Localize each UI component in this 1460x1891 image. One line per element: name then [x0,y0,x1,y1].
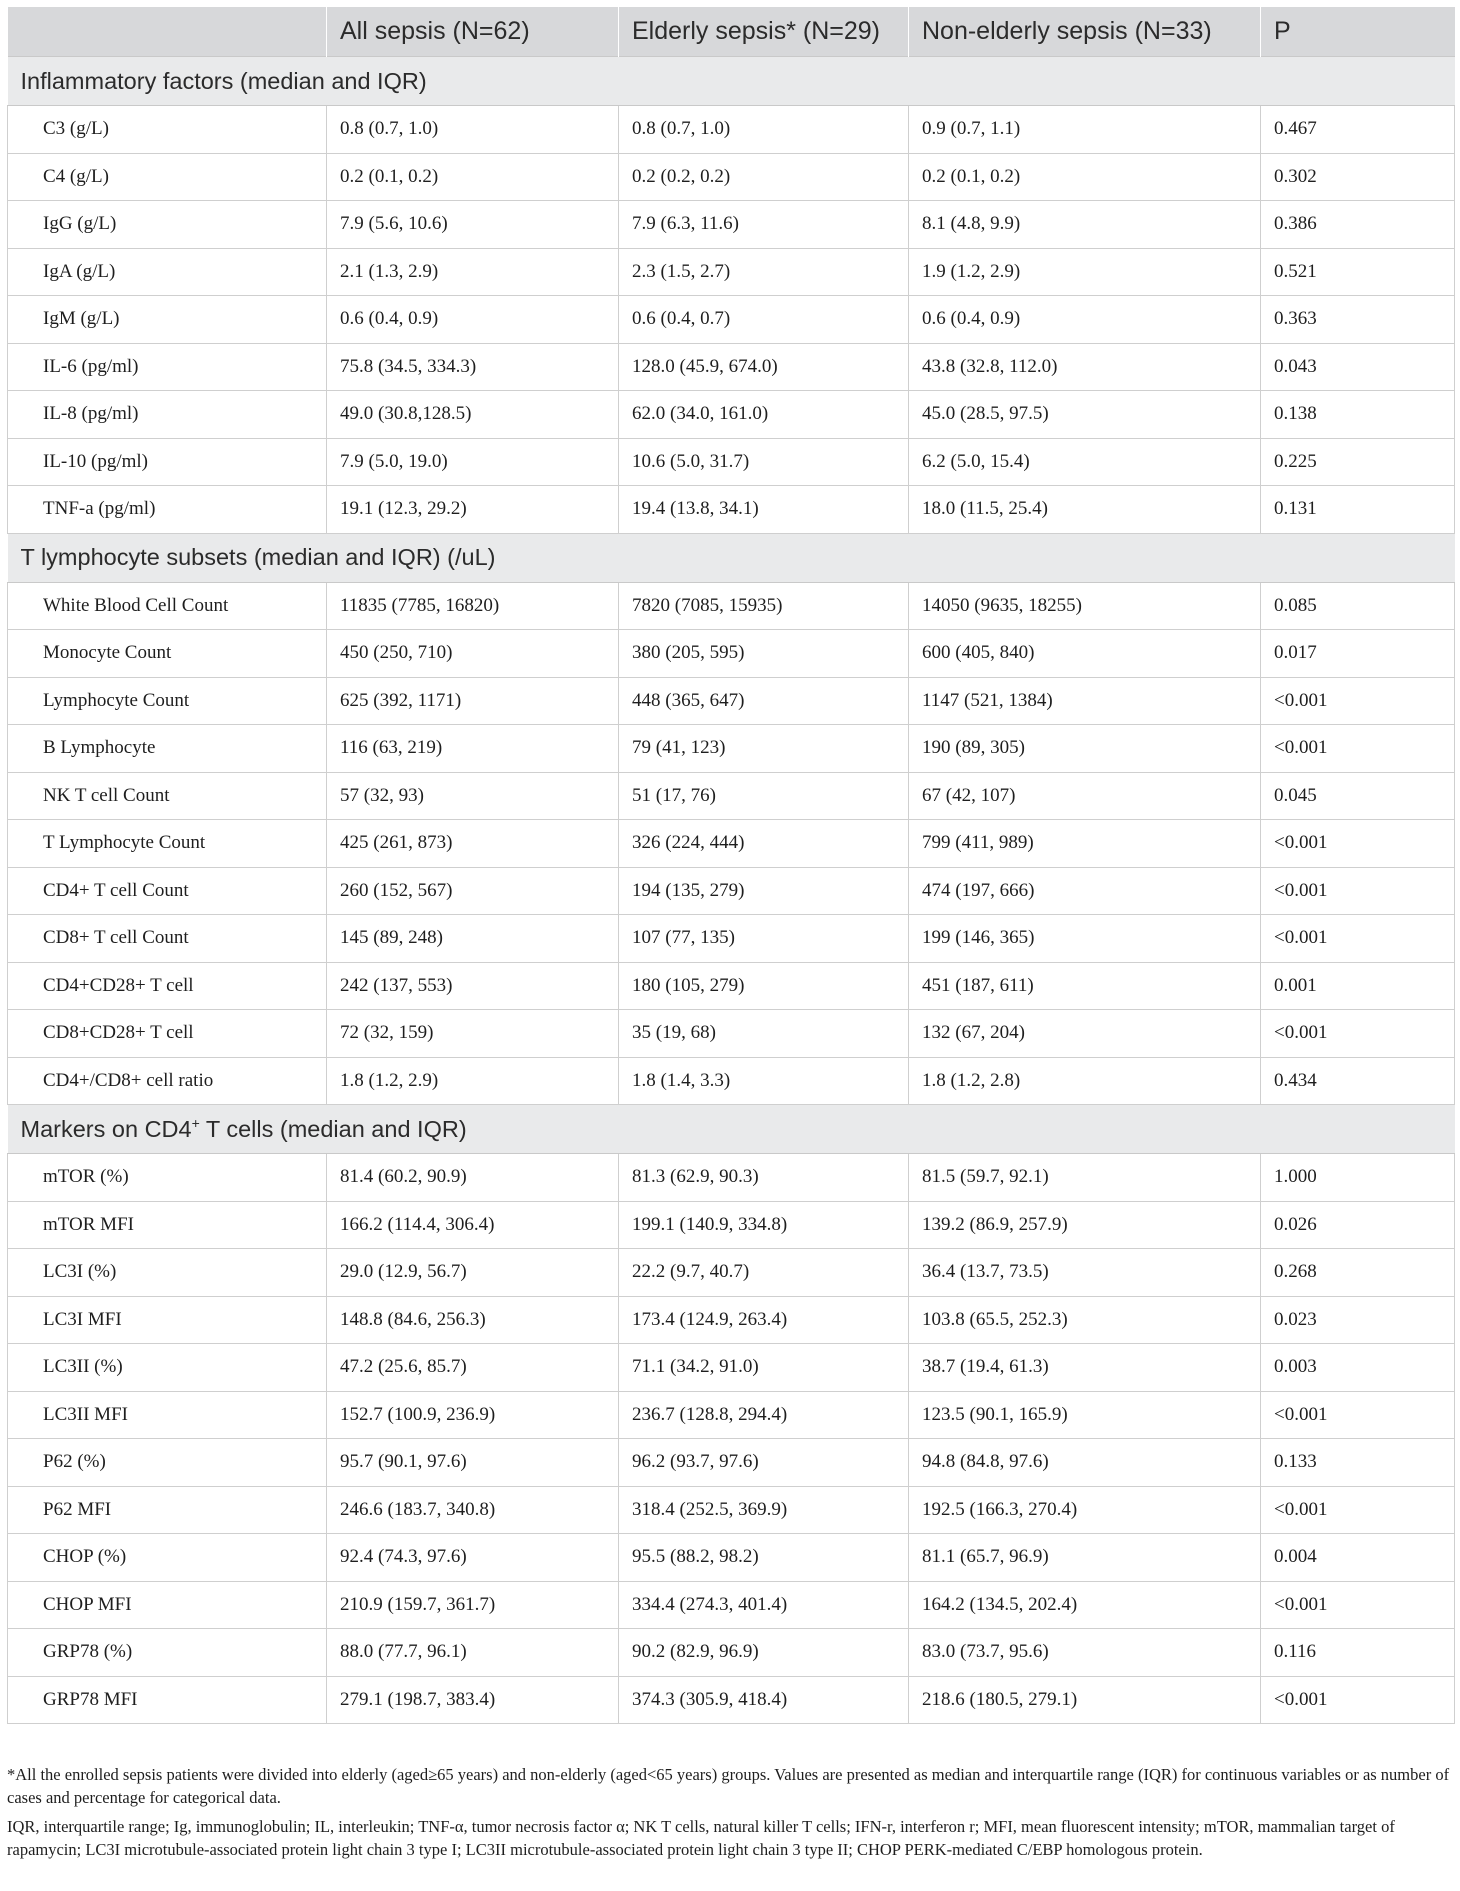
elderly-sepsis-value: 7820 (7085, 15935) [619,582,909,630]
p-value: 0.023 [1261,1296,1455,1344]
table-row [8,772,1455,820]
table-row [8,820,1455,868]
table-container [7,7,1454,1724]
section-header-row [8,533,1455,582]
row-label: CD4+ T cell Count [8,867,327,915]
elderly-sepsis-value: 90.2 (82.9, 96.9) [619,1629,909,1677]
non-elderly-sepsis-value: 81.1 (65.7, 96.9) [909,1534,1261,1582]
table-row [8,153,1455,201]
elderly-sepsis-value: 71.1 (34.2, 91.0) [619,1344,909,1392]
p-value: 0.003 [1261,1344,1455,1392]
table-row [8,106,1455,154]
row-label: B Lymphocyte [8,725,327,773]
p-value: 0.001 [1261,962,1455,1010]
elderly-sepsis-value: 0.2 (0.2, 0.2) [619,153,909,201]
section-header-row [8,1105,1455,1154]
row-label: LC3II (%) [8,1344,327,1392]
row-label: C3 (g/L) [8,106,327,154]
elderly-sepsis-value: 51 (17, 76) [619,772,909,820]
elderly-sepsis-value: 318.4 (252.5, 369.9) [619,1486,909,1534]
elderly-sepsis-value: 326 (224, 444) [619,820,909,868]
table-row [8,201,1455,249]
row-label: NK T cell Count [8,772,327,820]
p-value: 0.026 [1261,1201,1455,1249]
all-sepsis-value: 279.1 (198.7, 383.4) [327,1676,619,1724]
elderly-sepsis-value: 173.4 (124.9, 263.4) [619,1296,909,1344]
elderly-sepsis-value: 0.8 (0.7, 1.0) [619,106,909,154]
table-header [8,7,1455,57]
p-value: <0.001 [1261,1486,1455,1534]
header-elderly-sepsis: Elderly sepsis* (N=29) [619,7,909,57]
elderly-sepsis-value: 128.0 (45.9, 674.0) [619,343,909,391]
p-value: 0.004 [1261,1534,1455,1582]
all-sepsis-value: 0.8 (0.7, 1.0) [327,106,619,154]
row-label: CD4+CD28+ T cell [8,962,327,1010]
table-row [8,391,1455,439]
all-sepsis-value: 148.8 (84.6, 256.3) [327,1296,619,1344]
non-elderly-sepsis-value: 164.2 (134.5, 202.4) [909,1581,1261,1629]
non-elderly-sepsis-value: 218.6 (180.5, 279.1) [909,1676,1261,1724]
table-row [8,1534,1455,1582]
elderly-sepsis-value: 19.4 (13.8, 34.1) [619,486,909,534]
table-row [8,1439,1455,1487]
p-value: 0.521 [1261,248,1455,296]
p-value: 0.363 [1261,296,1455,344]
non-elderly-sepsis-value: 0.6 (0.4, 0.9) [909,296,1261,344]
all-sepsis-value: 7.9 (5.6, 10.6) [327,201,619,249]
all-sepsis-value: 0.2 (0.1, 0.2) [327,153,619,201]
p-value: 0.043 [1261,343,1455,391]
all-sepsis-value: 260 (152, 567) [327,867,619,915]
p-value: 0.116 [1261,1629,1455,1677]
non-elderly-sepsis-value: 0.9 (0.7, 1.1) [909,106,1261,154]
row-label: Monocyte Count [8,630,327,678]
p-value: 0.268 [1261,1249,1455,1297]
row-label: GRP78 MFI [8,1676,327,1724]
all-sepsis-value: 625 (392, 1171) [327,677,619,725]
non-elderly-sepsis-value: 0.2 (0.1, 0.2) [909,153,1261,201]
all-sepsis-value: 0.6 (0.4, 0.9) [327,296,619,344]
row-label: CD8+ T cell Count [8,915,327,963]
row-label: CHOP MFI [8,1581,327,1629]
all-sepsis-value: 57 (32, 93) [327,772,619,820]
results-table [7,7,1455,1724]
row-label: CD8+CD28+ T cell [8,1010,327,1058]
non-elderly-sepsis-value: 1.8 (1.2, 2.8) [909,1057,1261,1105]
non-elderly-sepsis-value: 8.1 (4.8, 9.9) [909,201,1261,249]
all-sepsis-value: 92.4 (74.3, 97.6) [327,1534,619,1582]
table-row [8,1629,1455,1677]
table-row [8,1057,1455,1105]
row-label: T Lymphocyte Count [8,820,327,868]
row-label: IL-6 (pg/ml) [8,343,327,391]
table-body [8,57,1455,1724]
row-label: LC3I MFI [8,1296,327,1344]
footnote-abbreviations: IQR, interquartile range; Ig, immunoglobulin; IL, interleukin; TNF-α, tumor necrosis factor α; NK T cells, natural killer T cells; IFN-r, interferon r; MFI, mean fluorescent intensity; mTOR, mammalian target of rapamycin; LC3I microtubule-associated protein light chain 3 type I; LC3II microtubule-associated protein light chain 3 type II; CHOP PERK-mediated C/EBP homologous protein. [7,1817,1395,1859]
all-sepsis-value: 116 (63, 219) [327,725,619,773]
elderly-sepsis-value: 374.3 (305.9, 418.4) [619,1676,909,1724]
elderly-sepsis-value: 199.1 (140.9, 334.8) [619,1201,909,1249]
non-elderly-sepsis-value: 132 (67, 204) [909,1010,1261,1058]
row-label: P62 MFI [8,1486,327,1534]
all-sepsis-value: 152.7 (100.9, 236.9) [327,1391,619,1439]
elderly-sepsis-value: 1.8 (1.4, 3.3) [619,1057,909,1105]
section-title: Inflammatory factors (median and IQR) [8,57,1455,106]
p-value: 0.131 [1261,486,1455,534]
elderly-sepsis-value: 10.6 (5.0, 31.7) [619,438,909,486]
row-label: LC3I (%) [8,1249,327,1297]
row-label: C4 (g/L) [8,153,327,201]
non-elderly-sepsis-value: 103.8 (65.5, 252.3) [909,1296,1261,1344]
p-value: 0.085 [1261,582,1455,630]
elderly-sepsis-value: 96.2 (93.7, 97.6) [619,1439,909,1487]
table-row [8,1249,1455,1297]
all-sepsis-value: 210.9 (159.7, 361.7) [327,1581,619,1629]
non-elderly-sepsis-value: 451 (187, 611) [909,962,1261,1010]
non-elderly-sepsis-value: 799 (411, 989) [909,820,1261,868]
non-elderly-sepsis-value: 600 (405, 840) [909,630,1261,678]
row-label: IgA (g/L) [8,248,327,296]
non-elderly-sepsis-value: 139.2 (86.9, 257.9) [909,1201,1261,1249]
row-label: mTOR MFI [8,1201,327,1249]
all-sepsis-value: 88.0 (77.7, 96.1) [327,1629,619,1677]
row-label: IgM (g/L) [8,296,327,344]
row-label: White Blood Cell Count [8,582,327,630]
p-value: <0.001 [1261,867,1455,915]
elderly-sepsis-value: 334.4 (274.3, 401.4) [619,1581,909,1629]
p-value: <0.001 [1261,1010,1455,1058]
elderly-sepsis-value: 22.2 (9.7, 40.7) [619,1249,909,1297]
elderly-sepsis-value: 35 (19, 68) [619,1010,909,1058]
non-elderly-sepsis-value: 67 (42, 107) [909,772,1261,820]
non-elderly-sepsis-value: 18.0 (11.5, 25.4) [909,486,1261,534]
table-row [8,582,1455,630]
table-row [8,296,1455,344]
table-row [8,438,1455,486]
table-row [8,915,1455,963]
non-elderly-sepsis-value: 14050 (9635, 18255) [909,582,1261,630]
p-value: 0.434 [1261,1057,1455,1105]
all-sepsis-value: 47.2 (25.6, 85.7) [327,1344,619,1392]
all-sepsis-value: 7.9 (5.0, 19.0) [327,438,619,486]
all-sepsis-value: 166.2 (114.4, 306.4) [327,1201,619,1249]
non-elderly-sepsis-value: 94.8 (84.8, 97.6) [909,1439,1261,1487]
table-row [8,1676,1455,1724]
header-all-sepsis: All sepsis (N=62) [327,7,619,57]
elderly-sepsis-value: 62.0 (34.0, 161.0) [619,391,909,439]
table-row [8,248,1455,296]
section-title-sup: + [191,1114,200,1131]
elderly-sepsis-value: 0.6 (0.4, 0.7) [619,296,909,344]
elderly-sepsis-value: 95.5 (88.2, 98.2) [619,1534,909,1582]
row-label: IL-8 (pg/ml) [8,391,327,439]
table-row [8,1010,1455,1058]
header-p-value: P [1261,7,1455,57]
row-label: GRP78 (%) [8,1629,327,1677]
non-elderly-sepsis-value: 192.5 (166.3, 270.4) [909,1486,1261,1534]
non-elderly-sepsis-value: 1147 (521, 1384) [909,677,1261,725]
p-value: <0.001 [1261,1391,1455,1439]
elderly-sepsis-value: 180 (105, 279) [619,962,909,1010]
header-blank [8,7,327,57]
elderly-sepsis-value: 236.7 (128.8, 294.4) [619,1391,909,1439]
table-row [8,1296,1455,1344]
table-row [8,630,1455,678]
table-row [8,486,1455,534]
non-elderly-sepsis-value: 474 (197, 666) [909,867,1261,915]
row-label: CHOP (%) [8,1534,327,1582]
p-value: 0.017 [1261,630,1455,678]
non-elderly-sepsis-value: 36.4 (13.7, 73.5) [909,1249,1261,1297]
all-sepsis-value: 95.7 (90.1, 97.6) [327,1439,619,1487]
p-value: <0.001 [1261,820,1455,868]
row-label: mTOR (%) [8,1154,327,1202]
elderly-sepsis-value: 107 (77, 135) [619,915,909,963]
p-value: <0.001 [1261,725,1455,773]
p-value: 0.133 [1261,1439,1455,1487]
non-elderly-sepsis-value: 190 (89, 305) [909,725,1261,773]
p-value: 0.138 [1261,391,1455,439]
elderly-sepsis-value: 79 (41, 123) [619,725,909,773]
all-sepsis-value: 75.8 (34.5, 334.3) [327,343,619,391]
non-elderly-sepsis-value: 123.5 (90.1, 165.9) [909,1391,1261,1439]
p-value: 0.302 [1261,153,1455,201]
all-sepsis-value: 450 (250, 710) [327,630,619,678]
footnote-groups: *All the enrolled sepsis patients were divided into elderly (aged≥65 years) and non-elderly (aged<65 years) groups. Values are presented as median and interquartile range (IQR) for continuous variables or as number of cases and percentage for categorical data. [7,1765,1450,1807]
row-label: P62 (%) [8,1439,327,1487]
non-elderly-sepsis-value: 38.7 (19.4, 61.3) [909,1344,1261,1392]
elderly-sepsis-value: 448 (365, 647) [619,677,909,725]
all-sepsis-value: 11835 (7785, 16820) [327,582,619,630]
all-sepsis-value: 2.1 (1.3, 2.9) [327,248,619,296]
non-elderly-sepsis-value: 83.0 (73.7, 95.6) [909,1629,1261,1677]
header-non-elderly-sepsis: Non-elderly sepsis (N=33) [909,7,1261,57]
table-row [8,1344,1455,1392]
row-label: LC3II MFI [8,1391,327,1439]
p-value: <0.001 [1261,915,1455,963]
p-value: 0.386 [1261,201,1455,249]
p-value: 0.045 [1261,772,1455,820]
table-row [8,1581,1455,1629]
table-row [8,962,1455,1010]
non-elderly-sepsis-value: 81.5 (59.7, 92.1) [909,1154,1261,1202]
table-row [8,1486,1455,1534]
p-value: 0.225 [1261,438,1455,486]
non-elderly-sepsis-value: 45.0 (28.5, 97.5) [909,391,1261,439]
table-row [8,1201,1455,1249]
header-row [8,7,1455,57]
section-title-pre: Markers on CD4 [20,1115,192,1142]
p-value: 0.467 [1261,106,1455,154]
row-label: TNF-a (pg/ml) [8,486,327,534]
non-elderly-sepsis-value: 6.2 (5.0, 15.4) [909,438,1261,486]
table-row [8,867,1455,915]
all-sepsis-value: 246.6 (183.7, 340.8) [327,1486,619,1534]
p-value: <0.001 [1261,1676,1455,1724]
non-elderly-sepsis-value: 199 (146, 365) [909,915,1261,963]
p-value: 1.000 [1261,1154,1455,1202]
all-sepsis-value: 81.4 (60.2, 90.9) [327,1154,619,1202]
all-sepsis-value: 19.1 (12.3, 29.2) [327,486,619,534]
non-elderly-sepsis-value: 1.9 (1.2, 2.9) [909,248,1261,296]
all-sepsis-value: 29.0 (12.9, 56.7) [327,1249,619,1297]
elderly-sepsis-value: 7.9 (6.3, 11.6) [619,201,909,249]
table-row [8,677,1455,725]
elderly-sepsis-value: 81.3 (62.9, 90.3) [619,1154,909,1202]
all-sepsis-value: 425 (261, 873) [327,820,619,868]
row-label: Lymphocyte Count [8,677,327,725]
non-elderly-sepsis-value: 43.8 (32.8, 112.0) [909,343,1261,391]
section-title: T lymphocyte subsets (median and IQR) (/uL) [8,533,1455,582]
all-sepsis-value: 145 (89, 248) [327,915,619,963]
section-header-row [8,57,1455,106]
all-sepsis-value: 1.8 (1.2, 2.9) [327,1057,619,1105]
all-sepsis-value: 72 (32, 159) [327,1010,619,1058]
row-label: IgG (g/L) [8,201,327,249]
p-value: <0.001 [1261,677,1455,725]
table-row [8,1391,1455,1439]
table-row [8,343,1455,391]
p-value: <0.001 [1261,1581,1455,1629]
row-label: CD4+/CD8+ cell ratio [8,1057,327,1105]
all-sepsis-value: 242 (137, 553) [327,962,619,1010]
table-footnotes [7,1763,1454,1867]
row-label: IL-10 (pg/ml) [8,438,327,486]
table-row [8,1154,1455,1202]
elderly-sepsis-value: 194 (135, 279) [619,867,909,915]
section-title [8,1105,1455,1154]
elderly-sepsis-value: 380 (205, 595) [619,630,909,678]
elderly-sepsis-value: 2.3 (1.5, 2.7) [619,248,909,296]
all-sepsis-value: 49.0 (30.8,128.5) [327,391,619,439]
table-row [8,725,1455,773]
section-title-post: T cells (median and IQR) [199,1115,467,1142]
